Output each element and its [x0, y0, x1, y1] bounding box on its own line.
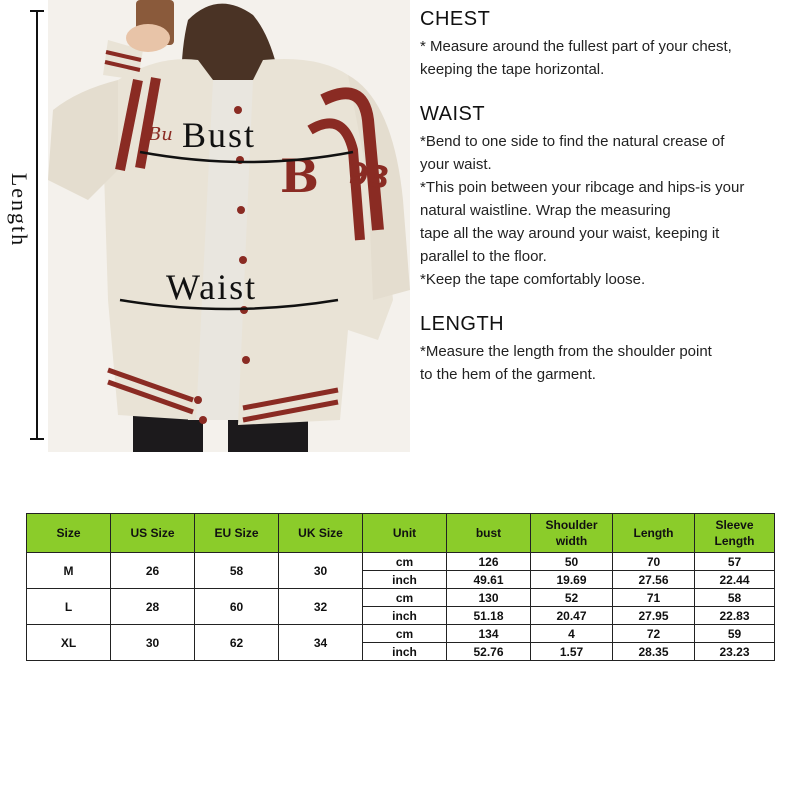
- length-ruler-bottom-cap: [30, 438, 44, 440]
- cell-length: 27.56: [613, 571, 695, 589]
- header-bust: bust: [447, 514, 531, 553]
- cell-length: 28.35: [613, 643, 695, 661]
- table-row: [27, 625, 775, 643]
- cell-size: M: [27, 553, 111, 589]
- cell-unit: cm: [363, 553, 447, 571]
- jacket-script-text: Bu: [148, 124, 173, 145]
- jacket-number: 93: [345, 156, 392, 197]
- cell-shoulder: 52: [531, 589, 613, 607]
- waist-line: your waist.: [420, 156, 492, 173]
- cell-eu-size: 60: [195, 589, 279, 625]
- chest-line: * Measure around the fullest part of your chest,: [420, 38, 732, 55]
- cell-shoulder: 20.47: [531, 607, 613, 625]
- cell-sleeve: 59: [695, 625, 775, 643]
- measurement-instructions: [420, 8, 790, 408]
- chest-section: [420, 8, 790, 81]
- cell-unit: inch: [363, 643, 447, 661]
- length-ruler: [30, 10, 44, 440]
- cell-bust: 130: [447, 589, 531, 607]
- waist-line: *Keep the tape comfortably loose.: [420, 271, 646, 288]
- waist-line: parallel to the floor.: [420, 248, 547, 265]
- waist-section: [420, 103, 790, 291]
- chest-line: keeping the tape horizontal.: [420, 61, 605, 78]
- header-size: Size: [27, 514, 111, 553]
- cell-length: 27.95: [613, 607, 695, 625]
- cell-bust: 52.76: [447, 643, 531, 661]
- cell-length: 72: [613, 625, 695, 643]
- waist-line: tape all the way around your waist, keeping it: [420, 225, 720, 242]
- cell-unit: cm: [363, 589, 447, 607]
- length-ruler-line: [36, 10, 38, 440]
- table-row: [27, 589, 775, 607]
- table-row: [27, 553, 775, 571]
- size-chart-table: [26, 513, 775, 661]
- waist-text: [420, 130, 790, 291]
- jacket-letter-b: B: [280, 149, 319, 203]
- length-line: *Measure the length from the shoulder point: [420, 343, 712, 360]
- cell-uk-size: 30: [279, 553, 363, 589]
- header-length: Length: [613, 514, 695, 553]
- length-text: [420, 340, 790, 386]
- header-sleeve-length: Sleeve Length: [695, 514, 775, 553]
- table-header-row: [27, 514, 775, 553]
- cell-us-size: 30: [111, 625, 195, 661]
- cell-bust: 126: [447, 553, 531, 571]
- chest-text: [420, 35, 790, 81]
- product-photo: [48, 0, 410, 452]
- cell-eu-size: 58: [195, 553, 279, 589]
- header-uk-size: UK Size: [279, 514, 363, 553]
- cell-sleeve: 22.83: [695, 607, 775, 625]
- waist-line: *Bend to one side to find the natural crease of: [420, 133, 725, 150]
- cell-unit: inch: [363, 607, 447, 625]
- cell-uk-size: 34: [279, 625, 363, 661]
- cell-length: 71: [613, 589, 695, 607]
- cell-unit: inch: [363, 571, 447, 589]
- length-label: Length: [7, 172, 32, 248]
- length-line: to the hem of the garment.: [420, 366, 596, 383]
- cell-sleeve: 22.44: [695, 571, 775, 589]
- waist-label: Waist: [166, 267, 258, 307]
- cell-bust: 49.61: [447, 571, 531, 589]
- cell-bust: 51.18: [447, 607, 531, 625]
- cell-shoulder: 1.57: [531, 643, 613, 661]
- cell-eu-size: 62: [195, 625, 279, 661]
- header-us-size: US Size: [111, 514, 195, 553]
- cell-shoulder: 50: [531, 553, 613, 571]
- header-shoulder-width: Shoulder width: [531, 514, 613, 553]
- header-unit: Unit: [363, 514, 447, 553]
- length-ruler-top-cap: [30, 10, 44, 12]
- length-title: LENGTH: [420, 313, 505, 335]
- cell-us-size: 26: [111, 553, 195, 589]
- cell-uk-size: 32: [279, 589, 363, 625]
- cell-sleeve: 57: [695, 553, 775, 571]
- cell-sleeve: 23.23: [695, 643, 775, 661]
- jacket-illustration: [48, 0, 410, 452]
- header-eu-size: EU Size: [195, 514, 279, 553]
- waist-title: WAIST: [420, 103, 486, 125]
- cell-bust: 134: [447, 625, 531, 643]
- hand-shape: [126, 24, 170, 52]
- waist-line: natural waistline. Wrap the measuring: [420, 202, 671, 219]
- cell-sleeve: 58: [695, 589, 775, 607]
- bust-label: Bust: [182, 115, 257, 155]
- chest-title: CHEST: [420, 8, 491, 30]
- cell-us-size: 28: [111, 589, 195, 625]
- length-section: [420, 313, 790, 386]
- cell-size: XL: [27, 625, 111, 661]
- waist-line: *This poin between your ribcage and hips-is your: [420, 179, 745, 196]
- cell-shoulder: 19.69: [531, 571, 613, 589]
- cell-size: L: [27, 589, 111, 625]
- cell-shoulder: 4: [531, 625, 613, 643]
- cell-length: 70: [613, 553, 695, 571]
- cell-unit: cm: [363, 625, 447, 643]
